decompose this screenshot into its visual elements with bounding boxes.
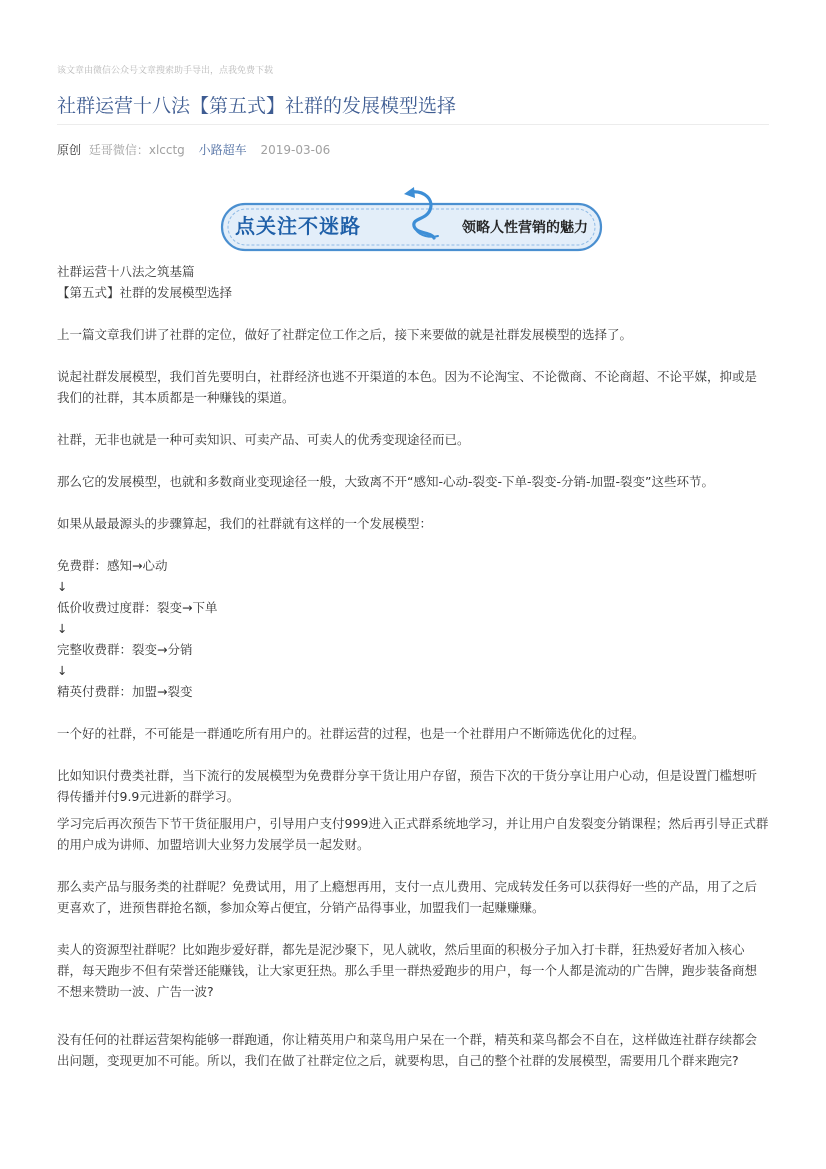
follow-banner-graphic bbox=[220, 186, 605, 254]
down-arrow-icon: ↓ bbox=[57, 621, 68, 636]
title-divider bbox=[57, 124, 769, 125]
paragraph: 那么它的发展模型，也就和多数商业变现途径一般，大致离不开“感知-心动-裂变-下单-裂变-分销-加盟-裂变”这些环节。 bbox=[57, 474, 715, 489]
model-step: 精英付费群：加盟→裂变 bbox=[57, 684, 193, 699]
publish-date: 2019-03-06 bbox=[260, 143, 331, 157]
model-step: 低价收费过度群：裂变→下单 bbox=[57, 600, 218, 615]
paragraph: 比如知识付费类社群，当下流行的发展模型为免费群分享干货让用户存留，预告下次的干货分享让用户心动，但是设置门槛想听得传播并付9.9元进新的群学习。 bbox=[57, 768, 758, 804]
article-body bbox=[57, 261, 769, 1071]
article-meta bbox=[57, 141, 330, 158]
author-name: 廷哥微信：xlcctg bbox=[88, 143, 185, 157]
export-notice-link[interactable]: 该文章由微信公众号文章搜索助手导出，点我免费下载 bbox=[57, 66, 274, 76]
original-tag: 原创 bbox=[57, 143, 82, 157]
banner-left-text: 点关注不迷路 bbox=[235, 214, 361, 238]
article-title: 社群运营十八法【第五式】社群的发展模型选择 bbox=[57, 95, 457, 117]
follow-banner bbox=[220, 186, 605, 254]
model-step: 完整收费群：裂变→分销 bbox=[57, 642, 193, 657]
paragraph: 没有任何的社群运营架构能够一群跑通，你让精英用户和菜鸟用户呆在一个群，精英和菜鸟都会不自在，这样做连社群存续都会出问题，变现更加不可能。所以，我们在做了社群定位之后，就要构思，自己的整个社群的发展模型，需要用几个群来跑完? bbox=[57, 1032, 758, 1068]
paragraph: 说起社群发展模型，我们首先要明白，社群经济也逃不开渠道的本色。因为不论淘宝、不论微商、不论商超、不论平媒，抑或是我们的社群，其本质都是一种赚钱的渠道。 bbox=[57, 369, 758, 405]
paragraph: 社群，无非也就是一种可卖知识、可卖产品、可卖人的优秀变现途径而已。 bbox=[57, 432, 470, 447]
paragraph: 上一篇文章我们讲了社群的定位，做好了社群定位工作之后，接下来要做的就是社群发展模型的选择了。 bbox=[57, 327, 633, 342]
down-arrow-icon: ↓ bbox=[57, 663, 68, 678]
banner-right-text: 领略人性营销的魅力 bbox=[462, 220, 588, 236]
paragraph: 如果从最最源头的步骤算起，我们的社群就有这样的一个发展模型： bbox=[57, 516, 433, 531]
model-step: 免费群：感知→心动 bbox=[57, 558, 168, 573]
paragraph: 学习完后再次预告下节干货征服用户，引导用户支付999进入正式群系统地学习，并让用户自发裂变分销课程；然后再引导正式群的用户成为讲师、加盟培训大业努力发展学员一起发财。 bbox=[57, 816, 769, 852]
paragraph: 那么卖产品与服务类的社群呢？免费试用，用了上瘾想再用，支付一点儿费用、完成转发任务可以获得好一些的产品，用了之后更喜欢了，进预售群抢名额，参加众筹占便宜，分销产品得事业，加盟我们一起赚赚赚。 bbox=[57, 879, 758, 915]
paragraph: 一个好的社群，不可能是一群通吃所有用户的。社群运营的过程，也是一个社群用户不断筛选优化的过程。 bbox=[57, 726, 645, 741]
paragraph: 卖人的资源型社群呢？比如跑步爱好群，都先是泥沙聚下，见人就收，然后里面的积极分子加入打卡群，狂热爱好者加入核心群，每天跑步不但有荣誉还能赚钱，让大家更狂热。那么手里一群热爱跑步的用户，每一个人都是流动的广告牌，跑步装备商想不想来赞助一波、广告一波? bbox=[57, 942, 758, 999]
down-arrow-icon: ↓ bbox=[57, 579, 68, 594]
subtitle-line: 【第五式】社群的发展模型选择 bbox=[57, 285, 233, 300]
account-link[interactable]: 小路超车 bbox=[198, 143, 247, 157]
series-line: 社群运营十八法之筑基篇 bbox=[57, 264, 195, 279]
